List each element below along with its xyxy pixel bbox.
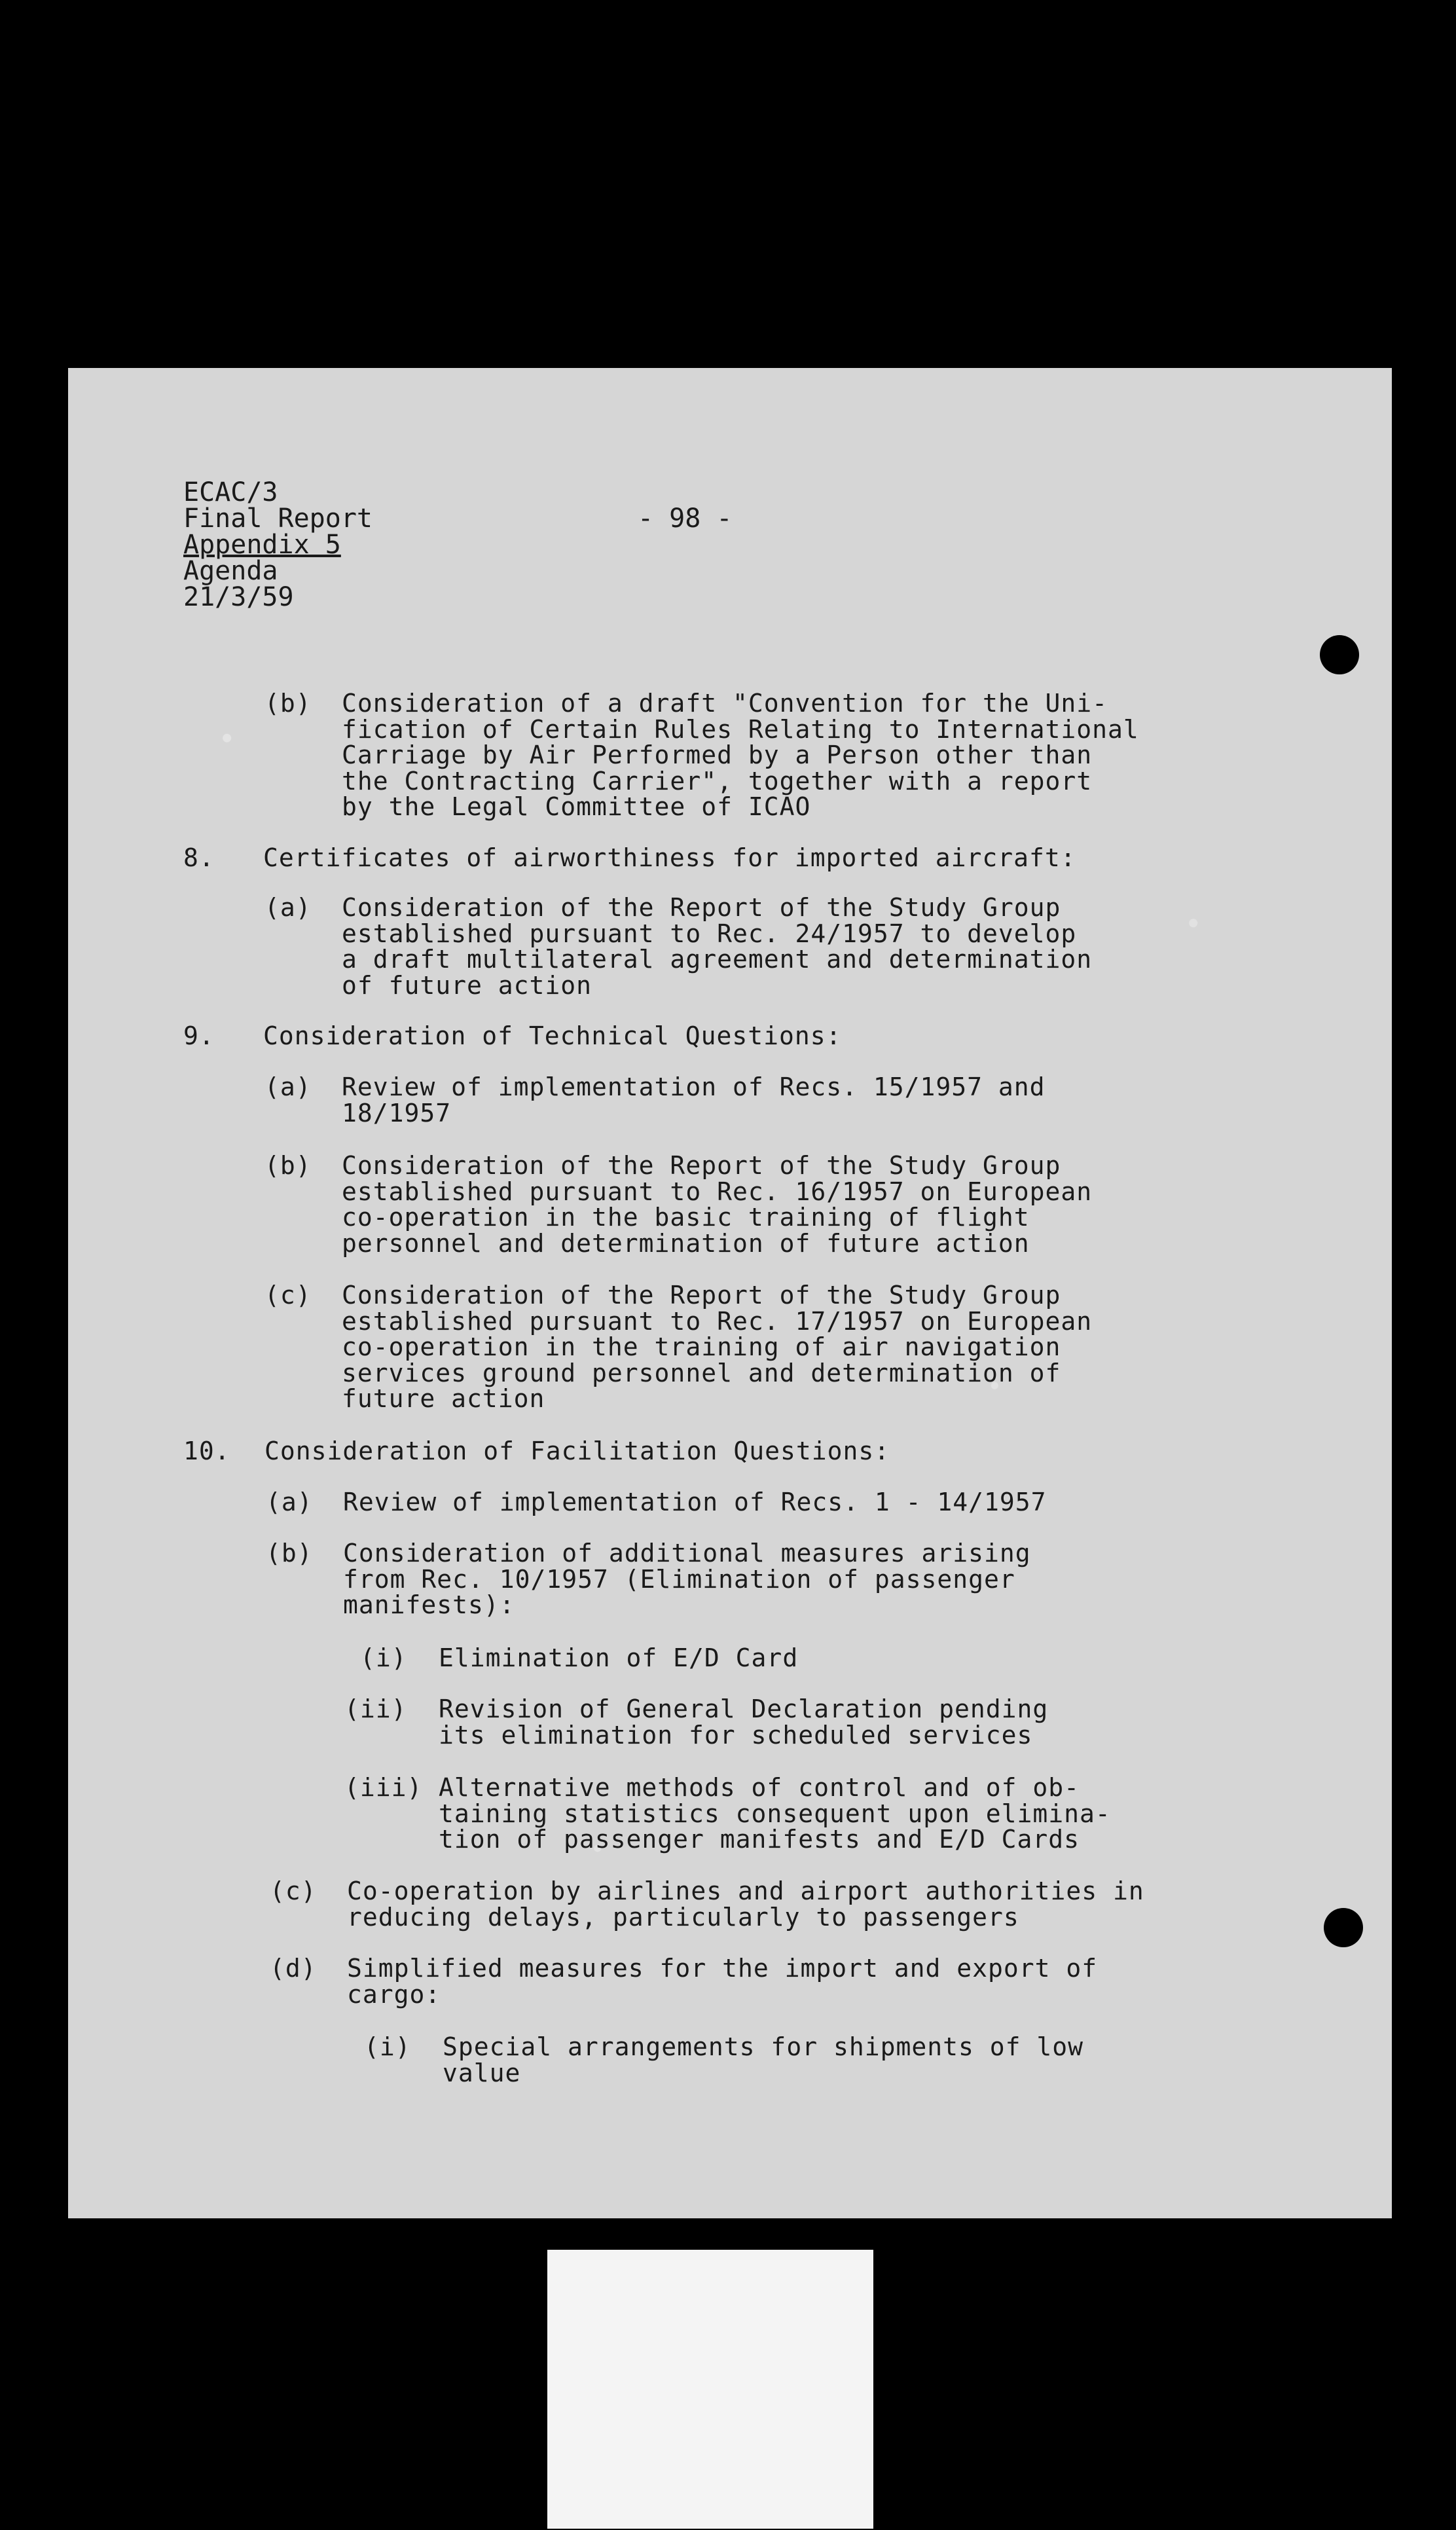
item-text-line: services ground personnel and determination of [342,1358,1061,1387]
item-text-line: of future action [342,970,592,1000]
item-text-line: Certificates of airworthiness for imported aircraft: [263,843,1076,872]
item-text-line: Review of implementation of Recs. 15/1957 and [342,1072,1046,1101]
item-text-line: co-operation in the basic training of flight [342,1203,1030,1232]
item-text-line: value [443,2058,521,2087]
item-text-line: personnel and determination of future action [342,1228,1030,1258]
item-label: (a) [264,1072,312,1101]
item-text-line: manifests): [343,1590,515,1619]
page-number: - 98 - [638,504,733,534]
item-text-line: established pursuant to Rec. 17/1957 on European [342,1306,1093,1336]
item-label: (iii) [344,1773,423,1802]
item-text-line: Consideration of additional measures arising [343,1539,1031,1568]
item-label: (i) [360,1643,407,1672]
item-label: 10. [183,1437,230,1465]
item-text-line: cargo: [347,1979,441,2009]
item-label: (i) [364,2032,411,2061]
item-text-line: Consideration of the Report of the Study Group [342,1151,1061,1180]
item-text-line: Revision of General Declaration pending [439,1695,1049,1723]
item-label: (a) [266,1488,313,1516]
item-label: (b) [264,1151,312,1180]
document-page [68,368,1392,2218]
item-text-line: a draft multilateral agreement and determination [342,945,1093,974]
item-text-line: Simplified measures for the import and export of [347,1954,1098,1983]
punch-hole-bottom [1324,1908,1363,1947]
item-text-line: Consideration of the Report of the Study Group [342,893,1061,922]
item-text-line: established pursuant to Rec. 24/1957 to develop [342,919,1077,948]
item-text-line: its elimination for scheduled services [439,1720,1033,1750]
paper-slip [547,2250,873,2529]
item-text-line: reducing delays, particularly to passengers [347,1902,1019,1932]
item-text-line: co-operation in the training of air navigation [342,1332,1061,1361]
item-text-line: Consideration of the Report of the Study Group [342,1281,1061,1310]
punch-hole-top [1320,635,1359,674]
item-label: (c) [270,1877,317,1905]
item-label: (d) [270,1954,317,1983]
item-text-line: 18/1957 [342,1098,452,1128]
header-agenda: Agenda [183,556,278,586]
item-text-line: Alternative methods of control and of ob- [439,1773,1080,1802]
item-text-line: from Rec. 10/1957 (Elimination of passenger [343,1564,1015,1594]
header-appendix: Appendix 5 [183,530,341,560]
item-label: (ii) [344,1695,407,1723]
item-text-line: tion of passenger manifests and E/D Cards [439,1825,1080,1854]
item-text-line: Review of implementation of Recs. 1 - 14/1957 [343,1488,1047,1516]
item-label: (b) [264,689,312,718]
item-label: (b) [266,1539,313,1568]
item-text-line: future action [342,1384,545,1413]
item-text-line: by the Legal Committee of ICAO [342,792,811,821]
header-date: 21/3/59 [183,582,294,612]
item-text-line: Co-operation by airlines and airport authorities in [347,1877,1144,1905]
item-label: (a) [264,893,312,922]
item-text-line: taining statistics consequent upon elimina- [439,1799,1111,1828]
item-text-line: established pursuant to Rec. 16/1957 on European [342,1177,1093,1206]
item-text-line: Elimination of E/D Card [439,1643,799,1672]
item-text-line: Special arrangements for shipments of low [443,2032,1083,2061]
item-text-line: Consideration of Facilitation Questions: [264,1437,890,1465]
header-report: Final Report [183,504,373,534]
item-text-line: the Contracting Carrier", together with a report [342,766,1093,796]
header-org: ECAC/3 [183,477,278,507]
item-label: (c) [264,1281,312,1310]
item-text-line: Consideration of Technical Questions: [263,1021,842,1050]
item-label: 8. [183,843,215,872]
item-text-line: fication of Certain Rules Relating to International [342,714,1139,744]
item-label: 9. [183,1021,215,1050]
item-text-line: Consideration of a draft "Convention for the Uni- [342,689,1108,718]
item-text-line: Carriage by Air Performed by a Person other than [342,741,1093,769]
